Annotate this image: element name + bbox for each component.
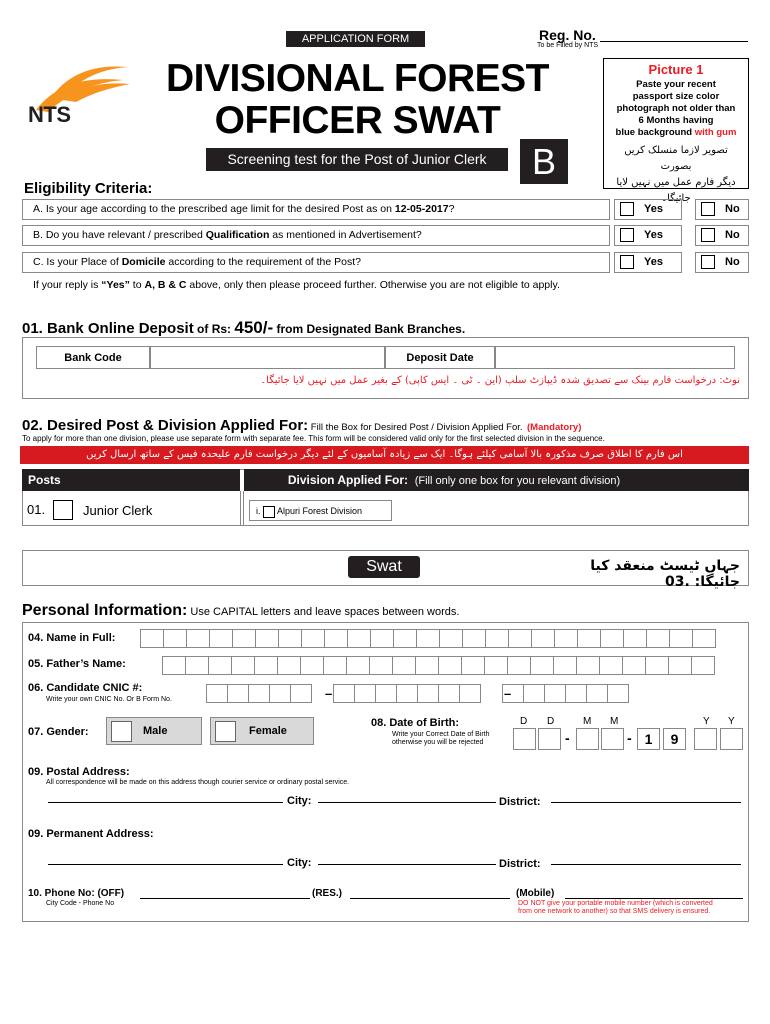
deposit-date-input[interactable] <box>495 346 735 369</box>
phone-off-line[interactable] <box>140 898 310 899</box>
criterion-a-no[interactable] <box>695 199 749 220</box>
char-cell[interactable] <box>163 629 187 648</box>
test-city-label <box>560 558 740 590</box>
picture-line: passport size color <box>632 91 720 102</box>
char-cell[interactable] <box>607 684 629 703</box>
char-cell[interactable] <box>462 629 486 648</box>
checkbox[interactable] <box>701 228 715 242</box>
criterion-c <box>22 252 610 273</box>
postal-sub: All correspondence will be made on this address though courier service or ordinary postal service. <box>46 779 350 786</box>
title-line-1: DIVISIONAL FOREST <box>166 57 549 100</box>
division-checkbox[interactable] <box>263 506 275 518</box>
permanent-city-line[interactable] <box>318 864 496 865</box>
char-cell[interactable] <box>354 684 376 703</box>
application-form-label: APPLICATION FORM <box>286 31 425 47</box>
char-cell[interactable] <box>370 629 394 648</box>
char-cell[interactable] <box>646 629 670 648</box>
reg-no-sub: To be Filled by NTS <box>537 42 599 49</box>
picture-line: photograph not older than <box>616 103 736 114</box>
form-letter-badge: B <box>520 139 568 184</box>
char-cell[interactable] <box>507 656 531 675</box>
char-cell[interactable] <box>438 684 460 703</box>
criterion-b-end: as mentioned in Advertisement? <box>269 229 422 241</box>
char-cell[interactable] <box>577 629 601 648</box>
checkbox[interactable] <box>701 255 715 269</box>
division-name: Alpuri Forest Division <box>277 506 363 516</box>
char-cell[interactable] <box>461 656 485 675</box>
char-cell[interactable] <box>227 684 249 703</box>
picture-line-text: blue background <box>615 127 693 138</box>
char-cell[interactable] <box>209 629 233 648</box>
dob-letter-m: M <box>610 716 619 727</box>
char-cell[interactable] <box>416 629 440 648</box>
deposit-date-label: Deposit Date <box>385 346 495 369</box>
phone-sub: City Code - Phone No <box>46 900 115 907</box>
criterion-a-end: ? <box>448 203 455 215</box>
division-header <box>244 469 664 491</box>
criterion-c-text: C. Is your Place of <box>33 256 122 268</box>
postal-district-line[interactable] <box>551 802 741 803</box>
criterion-c-yes[interactable] <box>614 252 682 273</box>
char-cell[interactable] <box>692 629 716 648</box>
posts-header: Posts <box>22 469 240 491</box>
dob-year-2: 9 <box>663 728 686 750</box>
dob-day-2[interactable] <box>538 728 561 750</box>
char-cell[interactable] <box>254 656 278 675</box>
criterion-c-bold: Domicile <box>121 256 166 268</box>
dob-label: 08. Date of Birth: <box>371 717 460 729</box>
picture-line: Paste your recent <box>636 79 716 90</box>
char-cell[interactable] <box>600 629 624 648</box>
test-city-urdu: جہاں ٹیسٹ منعقد کیا جائیگا: <box>590 558 740 590</box>
female-label: Female <box>249 725 287 737</box>
dob-letter-d: D <box>547 716 555 727</box>
permanent-district-label: District: <box>499 858 541 870</box>
checkbox[interactable] <box>620 228 634 242</box>
post-number: 01. <box>27 502 46 517</box>
postal-district-label: District: <box>499 796 541 808</box>
yes-label: Yes <box>644 256 663 268</box>
screening-banner: Screening test for the Post of Junior Clerk <box>206 148 508 171</box>
dob-year-4[interactable] <box>720 728 743 750</box>
gender-label: 07. Gender: <box>28 726 89 738</box>
post-section-title <box>22 417 581 435</box>
cnic-label: 06. Candidate CNIC #: <box>28 682 143 694</box>
note-text: above, only then please proceed further. Otherwise you are not eligible to apply. <box>186 279 560 291</box>
criterion-a-date: 12-05-2017 <box>394 203 449 215</box>
bank-code-input[interactable] <box>150 346 385 369</box>
char-cell[interactable] <box>669 629 693 648</box>
char-cell[interactable] <box>544 684 566 703</box>
char-cell[interactable] <box>484 656 508 675</box>
post-divider <box>240 491 244 526</box>
bank-title: 01. Bank Online Deposit <box>22 320 194 337</box>
note-yes: “Yes” <box>101 279 130 291</box>
char-cell[interactable] <box>415 656 439 675</box>
mandatory-label: (Mandatory) <box>527 422 582 433</box>
bank-urdu-note: نوٹ: درخواست فارم بینک سے تصدیق شدہ ڈیپازٹ سلپ (این ۔ ٹی ۔ ایس کاپی) کے بغیر عمل میں نہیں لایا جائیگا۔ <box>260 375 740 386</box>
picture-line <box>604 127 748 139</box>
no-label: No <box>725 203 740 215</box>
criterion-b-bold: Qualification <box>205 229 270 241</box>
postal-address-line[interactable] <box>48 802 283 803</box>
division-head: Division Applied For: <box>287 473 409 487</box>
dob-dash: - <box>627 730 632 746</box>
char-cell[interactable] <box>375 684 397 703</box>
dob-letter-m: M <box>583 716 592 727</box>
char-cell[interactable] <box>232 629 256 648</box>
note-text: If your reply is <box>33 279 102 291</box>
char-cell[interactable] <box>691 656 715 675</box>
checkbox[interactable] <box>701 202 715 216</box>
phone-res-line[interactable] <box>350 898 510 899</box>
reg-no-label: Reg. No. <box>539 27 596 43</box>
criterion-b <box>22 225 610 246</box>
post-title-hint: Fill the Box for Desired Post / Division Applied For. <box>308 422 523 433</box>
male-option[interactable] <box>106 717 202 745</box>
personal-hint: Use CAPITAL letters and leave spaces between words. <box>187 606 460 618</box>
nts-logo-text: NTS <box>28 102 71 127</box>
char-cell[interactable] <box>185 656 209 675</box>
criterion-a-text: A. Is your age according to the prescribed age limit for the desired Post as on <box>33 203 395 215</box>
char-cell[interactable] <box>439 629 463 648</box>
char-cell[interactable] <box>186 629 210 648</box>
personal-title: Personal Information: <box>22 602 188 619</box>
dob-month-2[interactable] <box>601 728 624 750</box>
char-cell[interactable] <box>531 629 555 648</box>
post-title: 02. Desired Post & Division Applied For: <box>22 417 309 434</box>
male-label: Male <box>143 725 168 737</box>
char-cell[interactable] <box>576 656 600 675</box>
name-label: 04. Name in Full: <box>28 632 116 644</box>
char-cell[interactable] <box>438 656 462 675</box>
female-option[interactable] <box>210 717 314 745</box>
bank-title-end: from Designated Bank Branches. <box>273 322 466 336</box>
char-cell[interactable] <box>278 629 302 648</box>
bank-amount: 450/- <box>234 318 274 337</box>
nts-logo <box>28 62 133 142</box>
female-checkbox[interactable] <box>215 721 236 742</box>
char-cell[interactable] <box>393 629 417 648</box>
char-cell[interactable] <box>668 656 692 675</box>
cnic-input[interactable] <box>206 684 628 703</box>
page-title <box>120 58 595 142</box>
dob-sub-2: otherwise you will be rejected <box>392 739 484 746</box>
char-cell[interactable] <box>553 656 577 675</box>
char-cell[interactable] <box>586 684 608 703</box>
checkbox[interactable] <box>620 255 634 269</box>
char-cell[interactable] <box>208 656 232 675</box>
char-cell[interactable] <box>396 684 418 703</box>
dob-letter-d: D <box>520 716 528 727</box>
char-cell[interactable] <box>369 656 393 675</box>
char-cell[interactable] <box>277 656 301 675</box>
char-cell[interactable] <box>565 684 587 703</box>
char-cell[interactable] <box>324 629 348 648</box>
permanent-city-label: City: <box>287 857 312 869</box>
char-cell[interactable] <box>255 629 279 648</box>
personal-title-row <box>22 602 459 620</box>
char-cell[interactable] <box>300 656 324 675</box>
division-header-fill <box>664 469 749 491</box>
note-abc: A, B & C <box>144 279 187 291</box>
char-cell[interactable] <box>599 656 623 675</box>
char-cell[interactable] <box>290 684 312 703</box>
char-cell[interactable] <box>162 656 186 675</box>
char-cell[interactable] <box>554 629 578 648</box>
test-city-value[interactable]: Swat <box>348 556 420 578</box>
dob-dash: - <box>565 730 570 746</box>
char-cell[interactable] <box>206 684 228 703</box>
char-cell[interactable] <box>346 656 370 675</box>
char-cell[interactable] <box>140 629 164 648</box>
no-label: No <box>725 256 740 268</box>
post-urdu-banner: اس فارم کا اطلاق صرف مذکورہ بالا آسامی کیلئے ہوگا۔ ایک سے زیادہ آسامیوں کے لئے دیگر درخواست فارم علیحدہ فیس کے ساتھ ارسال کریں <box>20 446 749 464</box>
bank-section-title <box>22 318 465 338</box>
criterion-c-no[interactable] <box>695 252 749 273</box>
post-checkbox[interactable] <box>53 500 73 520</box>
char-cell[interactable] <box>508 629 532 648</box>
criterion-b-text: B. Do you have relevant / prescribed <box>33 229 206 241</box>
char-cell[interactable] <box>530 656 554 675</box>
dob-day-1[interactable] <box>513 728 536 750</box>
char-cell[interactable] <box>523 684 545 703</box>
char-cell[interactable] <box>645 656 669 675</box>
division-num: i. <box>256 506 261 516</box>
dob-letter-y: Y <box>703 716 710 727</box>
picture-line: 6 Months having <box>638 115 714 126</box>
mobile-note-1: DO NOT give your portable mobile number (which is converted <box>518 900 713 907</box>
postal-label: 09. Postal Address: <box>28 766 130 778</box>
picture-line-red: with gum <box>694 127 737 138</box>
post-sub-note: To apply for more than one division, please use separate form with separate fee. This form will be considered valid only for the first selected division in the sequence. <box>22 434 605 443</box>
post-name: Junior Clerk <box>83 503 153 518</box>
mobile-label: (Mobile) <box>516 888 555 899</box>
char-cell[interactable] <box>459 684 481 703</box>
dob-year-1: 1 <box>637 728 660 750</box>
dob-month-1[interactable] <box>576 728 599 750</box>
father-name-input[interactable] <box>162 656 714 675</box>
yes-label: Yes <box>644 229 663 241</box>
picture-box[interactable] <box>603 58 749 204</box>
male-checkbox[interactable] <box>111 721 132 742</box>
cnic-dash-2: – <box>504 686 512 701</box>
name-input[interactable] <box>140 629 715 648</box>
char-cell[interactable] <box>231 656 255 675</box>
no-label: No <box>725 229 740 241</box>
char-cell[interactable] <box>392 656 416 675</box>
reg-no-field[interactable] <box>600 41 748 42</box>
eligibility-title: Eligibility Criteria: <box>24 180 153 197</box>
picture-title: Picture 1 <box>648 62 704 77</box>
eligibility-note <box>33 279 560 291</box>
note-text: to <box>129 279 145 291</box>
checkbox[interactable] <box>620 202 634 216</box>
father-label: 05. Father’s Name: <box>28 658 126 670</box>
criterion-b-yes[interactable] <box>614 225 682 246</box>
char-cell[interactable] <box>485 629 509 648</box>
char-cell[interactable] <box>623 629 647 648</box>
postal-city-label: City: <box>287 795 312 807</box>
yes-label: Yes <box>644 203 663 215</box>
permanent-address-line[interactable] <box>48 864 283 865</box>
cnic-dash-1: – <box>325 686 333 701</box>
permanent-label: 09. Permanent Address: <box>28 828 154 840</box>
division-option <box>249 500 392 521</box>
mobile-line[interactable] <box>565 898 743 899</box>
criterion-a-yes[interactable] <box>614 199 682 220</box>
title-line-2: OFFICER SWAT <box>214 99 501 142</box>
criterion-c-end: according to the requirement of the Post? <box>165 256 362 268</box>
cnic-sub: Write your own CNIC No. Or B Form No. <box>46 696 172 703</box>
dob-sub-1: Write your Correct Date of Birth <box>392 731 490 738</box>
criterion-a <box>22 199 610 220</box>
permanent-district-line[interactable] <box>551 864 741 865</box>
division-hint: (Fill only one box for you relevant division) <box>414 475 621 487</box>
dob-year-3[interactable] <box>694 728 717 750</box>
bank-code-label: Bank Code <box>36 346 150 369</box>
test-city-num: .03 <box>664 574 690 590</box>
dob-letter-y: Y <box>728 716 735 727</box>
char-cell[interactable] <box>269 684 291 703</box>
phone-res-label: (RES.) <box>312 888 342 899</box>
criterion-b-no[interactable] <box>695 225 749 246</box>
char-cell[interactable] <box>323 656 347 675</box>
picture-urdu-2: دیگر فارم عمل میں نہیں لایا جائیگا۔ <box>616 177 736 204</box>
mobile-note-2: from one network to another) so that SMS delivery is ensured. <box>518 908 711 915</box>
char-cell[interactable] <box>347 629 371 648</box>
bank-rs: of Rs: <box>193 322 235 336</box>
char-cell[interactable] <box>301 629 325 648</box>
char-cell[interactable] <box>417 684 439 703</box>
picture-urdu-1: تصویر لازما منسلک کریں بصورت <box>624 145 728 172</box>
char-cell[interactable] <box>622 656 646 675</box>
phone-off-label: 10. Phone No: (OFF) <box>28 888 125 899</box>
char-cell[interactable] <box>248 684 270 703</box>
postal-city-line[interactable] <box>318 802 496 803</box>
char-cell[interactable] <box>333 684 355 703</box>
